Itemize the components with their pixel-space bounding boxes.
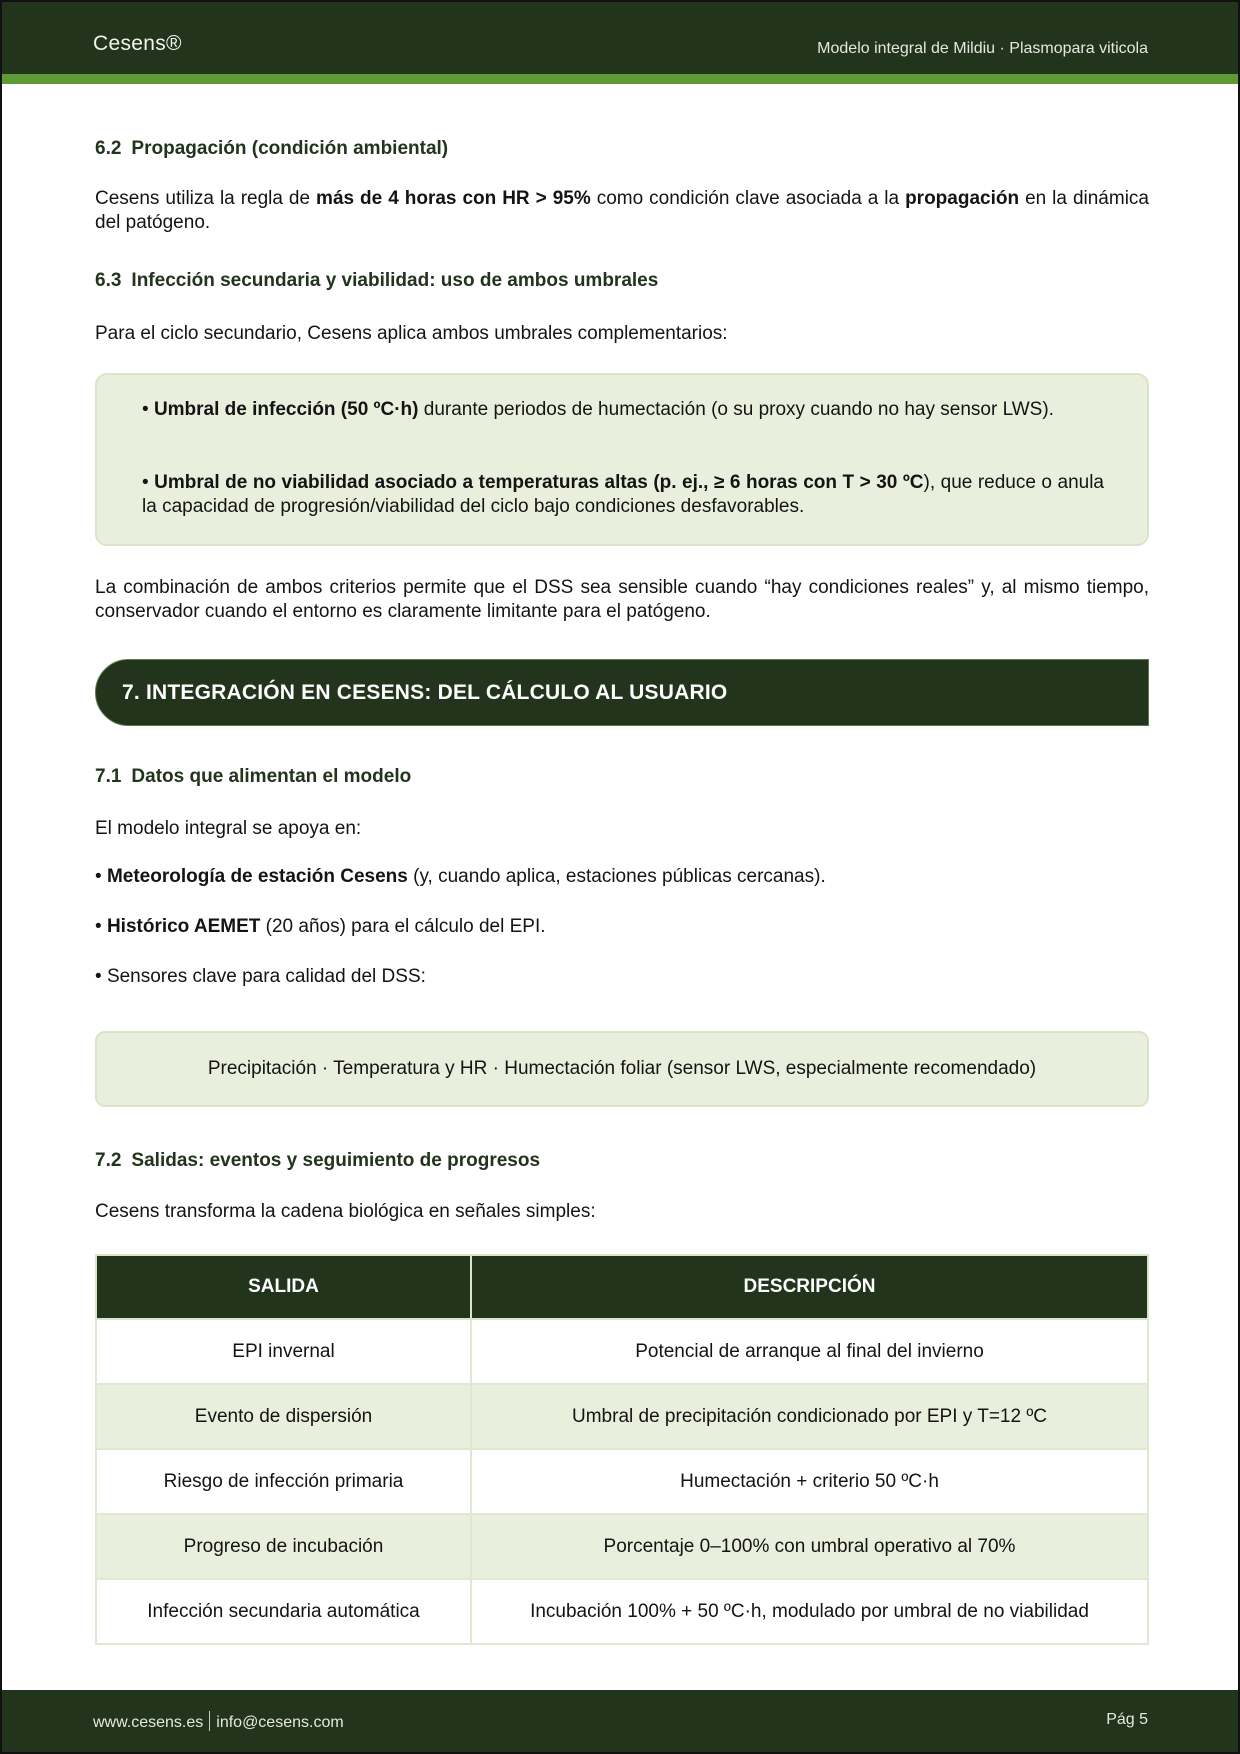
cell-salida: EPI invernal	[96, 1319, 471, 1384]
list-item	[95, 966, 426, 988]
bullet-icon: •	[95, 966, 102, 987]
brand-logo: Cesens®	[93, 32, 182, 55]
table-row	[96, 1319, 1148, 1384]
outputs-table	[95, 1254, 1149, 1645]
bullet-icon: •	[142, 399, 149, 420]
heading-6-2	[95, 138, 448, 160]
paragraph-intro-6-3: Para el ciclo secundario, Cesens aplica ambos umbrales complementarios:	[95, 323, 728, 344]
callout-thresholds	[95, 373, 1149, 546]
column-header-descripcion: DESCRIPCIÓN	[471, 1255, 1148, 1319]
bullet-icon: •	[95, 916, 102, 937]
bold-text: más de 4 horas con HR > 95%	[316, 188, 591, 209]
sensors-callout: Precipitación · Temperatura y HR · Humectación foliar (sensor LWS, especialmente recomendado)	[95, 1031, 1149, 1107]
text: ), que reduce o anula la capacidad de progresión/viabilidad del ciclo bajo condiciones desfavorables.	[142, 472, 1104, 517]
table-row	[96, 1449, 1148, 1514]
list-item	[95, 866, 826, 888]
cell-salida: Progreso de incubación	[96, 1514, 471, 1579]
heading-text: Propagación (condición ambiental)	[131, 138, 449, 159]
cell-descripcion: Potencial de arranque al final del invierno	[471, 1319, 1148, 1384]
text: durante periodos de humectación (o su proxy cuando no hay sensor LWS).	[418, 399, 1054, 420]
column-header-salida: SALIDA	[96, 1255, 471, 1319]
text: (20 años) para el cálculo del EPI.	[260, 916, 546, 937]
bold-text: Histórico AEMET	[106, 916, 261, 937]
heading-number: 6.3	[95, 270, 122, 291]
website-link[interactable]: www.cesens.es	[93, 1714, 204, 1731]
section-title: 7. INTEGRACIÓN EN CESENS: DEL CÁLCULO AL USUARIO	[122, 681, 728, 704]
bold-text: Umbral de no viabilidad asociado a temperaturas altas (p. ej., ≥ 6 horas con T > 30 ºC	[154, 472, 924, 493]
table-row	[96, 1514, 1148, 1579]
email-link[interactable]: info@cesens.com	[216, 1714, 344, 1731]
cell-salida: Evento de dispersión	[96, 1384, 471, 1449]
footer-contact	[93, 1711, 344, 1732]
heading-number: 7.1	[95, 766, 122, 787]
heading-6-3	[95, 270, 658, 292]
callout-item-infection	[142, 398, 1104, 422]
paragraph-intro-7-1: El modelo integral se apoya en:	[95, 818, 362, 839]
table-header-row	[96, 1255, 1148, 1319]
text: Cesens utiliza la regla de	[95, 188, 317, 209]
bullet-icon: •	[142, 472, 149, 493]
page-number: Pág 5	[1106, 1711, 1148, 1728]
section-banner-7	[95, 659, 1149, 726]
heading-text: Salidas: eventos y seguimiento de progresos	[131, 1150, 541, 1171]
callout-item-viability	[142, 471, 1104, 519]
cell-descripcion: Porcentaje 0–100% con umbral operativo al 70%	[471, 1514, 1148, 1579]
text: (y, cuando aplica, estaciones públicas cercanas).	[407, 866, 826, 887]
heading-number: 6.2	[95, 138, 122, 159]
bold-text: propagación	[905, 188, 1020, 209]
cell-descripcion: Incubación 100% + 50 ºC·h, modulado por umbral de no viabilidad	[471, 1579, 1148, 1644]
table-row	[96, 1384, 1148, 1449]
cell-salida: Riesgo de infección primaria	[96, 1449, 471, 1514]
table-row	[96, 1579, 1148, 1644]
heading-text: Datos que alimentan el modelo	[131, 766, 412, 787]
text: en la dinámica del patógeno.	[95, 188, 1149, 233]
page-header	[2, 2, 1238, 84]
text: Sensores clave para calidad del DSS:	[106, 966, 426, 987]
cell-salida: Infección secundaria automática	[96, 1579, 471, 1644]
heading-number: 7.2	[95, 1150, 122, 1171]
cell-descripcion: Umbral de precipitación condicionado por EPI y T=12 ºC	[471, 1384, 1148, 1449]
bold-text: Umbral de infección (50 ºC·h)	[153, 399, 419, 420]
text: como condición clave asociada a la	[590, 188, 906, 209]
bold-text: Meteorología de estación Cesens	[106, 866, 408, 887]
heading-7-2	[95, 1150, 540, 1172]
bullet-icon: •	[95, 866, 102, 887]
page-footer	[2, 1690, 1238, 1752]
heading-7-1	[95, 766, 411, 788]
divider	[209, 1711, 210, 1731]
paragraph-conclusion: La combinación de ambos criterios permite que el DSS sea sensible cuando “hay condiciones reales” y, al mismo tiempo, conservador cuando el entorno es claramente limitante para el patógeno.	[95, 577, 1149, 622]
paragraph-intro-7-2: Cesens transforma la cadena biológica en señales simples:	[95, 1201, 596, 1222]
list-item	[95, 916, 546, 938]
cell-descripcion: Humectación + criterio 50 ºC·h	[471, 1449, 1148, 1514]
document-title: Modelo integral de Mildiu · Plasmopara viticola	[817, 40, 1148, 57]
heading-text: Infección secundaria y viabilidad: uso de ambos umbrales	[131, 270, 659, 291]
paragraph-propagacion	[95, 187, 1149, 235]
